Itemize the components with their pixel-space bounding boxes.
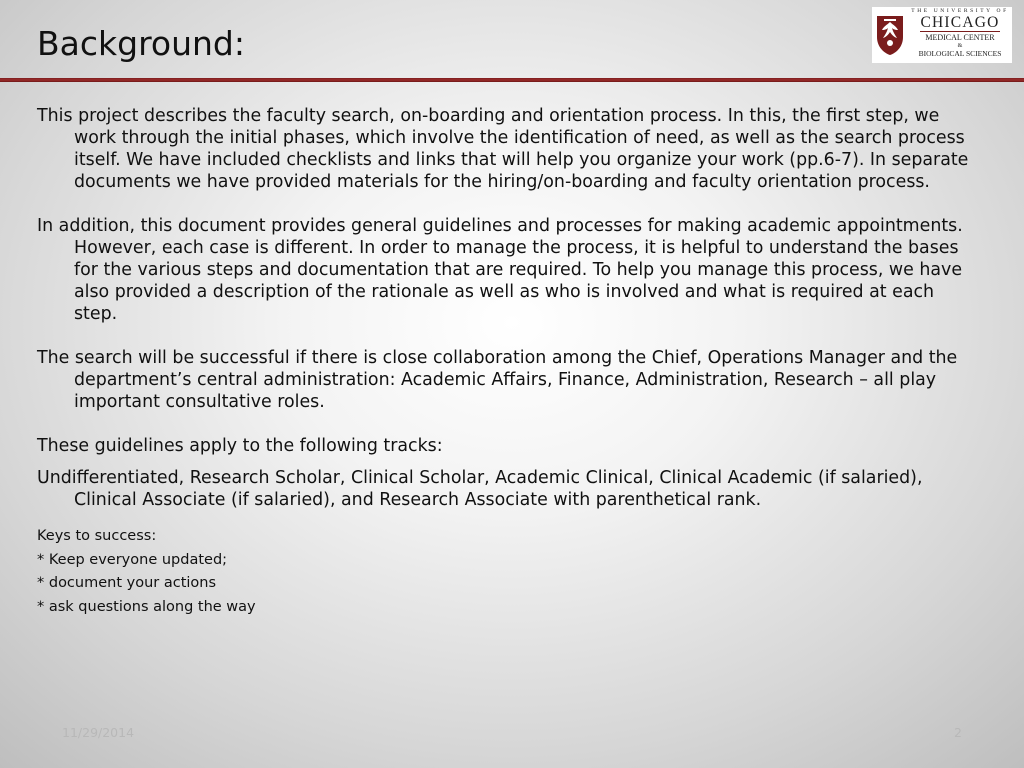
key-item: * Keep everyone updated; [37, 551, 228, 568]
logo-line-5: BIOLOGICAL SCIENCES [918, 49, 1002, 58]
key-item: * document your actions [37, 575, 217, 591]
paragraph-project: This project describes the faculty search, on-boarding and orientation process. In this, the first step, we work through the initial phases, which involve the identification of need, as well as the search process itself. We have included checklists and links that will help you organize your work (pp.6-7). In separate documents we have provided materials for the hiring/on-boarding and faculty orientation process. [37, 106, 969, 192]
logo-line-3: MEDICAL CENTER [925, 33, 995, 42]
slide-title: Background: [37, 24, 245, 63]
slide-body [37, 105, 972, 619]
shield-icon [872, 7, 908, 63]
logo-line-4: & [957, 43, 963, 49]
footer-date: 11/29/2014 [62, 725, 135, 740]
paragraph-tracks-list: Undifferentiated, Research Scholar, Clinical Scholar, Academic Clinical, Clinical Academic (if salaried), Clinical Associate (if salaried), and Research Associate with parenthetical rank. [37, 468, 923, 510]
university-logo [872, 7, 1012, 63]
paragraph-tracks-intro: These guidelines apply to the following tracks: [37, 436, 443, 456]
paragraph-collaboration: The search will be successful if there is close collaboration among the Chief, Operations Manager and the department’s central administration: Academic Affairs, Finance, Administration, Research – all play important consultative roles. [37, 348, 958, 412]
page-number: 2 [954, 725, 962, 740]
keys-heading: Keys to success: [37, 528, 157, 544]
logo-line-2: CHICAGO [920, 14, 1000, 31]
title-divider [0, 78, 1024, 82]
key-item: * ask questions along the way [37, 598, 256, 615]
logo-line-1: THE UNIVERSITY OF [911, 8, 1009, 14]
paragraph-guidelines: In addition, this document provides general guidelines and processes for making academic appointments. However, each case is different. In order to manage the process, it is helpful to understand the bases for the various steps and documentation that are required. To help you manage this process, we have also provided a description of the rationale as well as who is involved and what is required at each step. [37, 216, 963, 324]
